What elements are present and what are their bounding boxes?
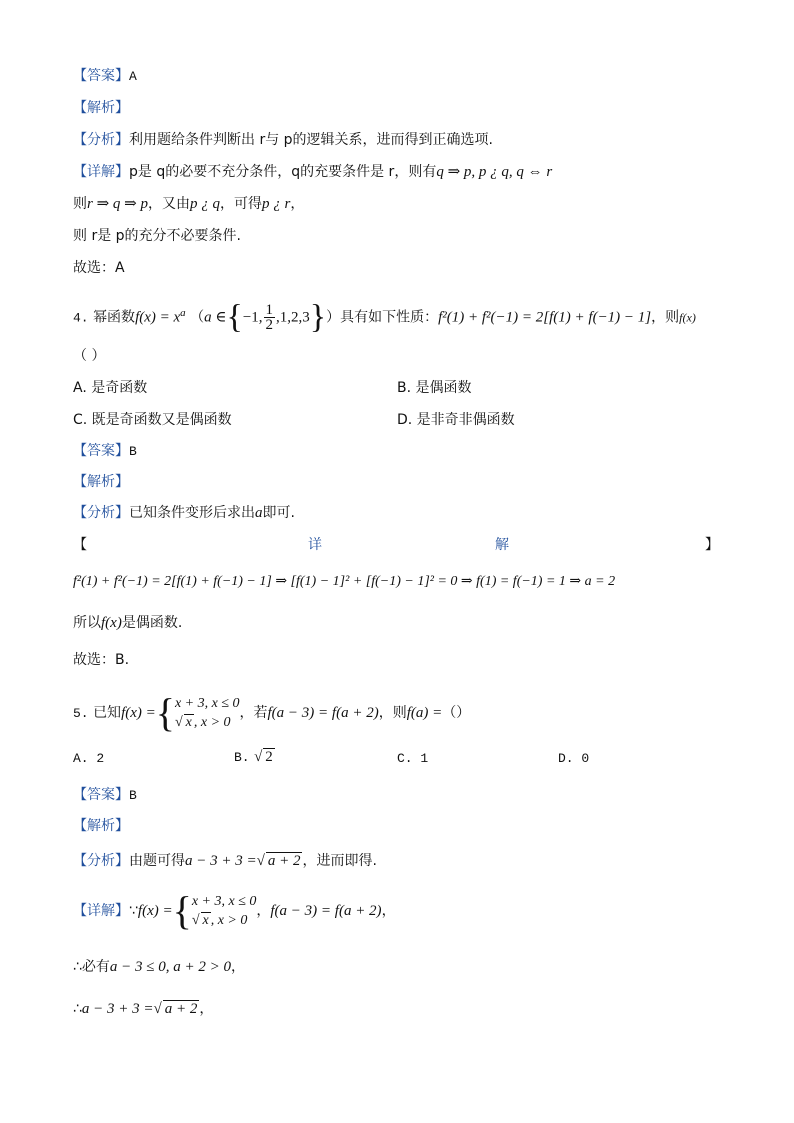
q5-stem-c: ，则 [378, 705, 407, 721]
q5-step1-a: ∴必有 [73, 959, 110, 975]
q4-option-c: C. 既是奇函数又是偶函数 [73, 412, 232, 428]
q4-detail-head-1: 详 [308, 537, 322, 553]
q5-step1-b: a − 3 ≤ 0, a + 2 > 0 [109, 959, 232, 975]
q5-detail-cond: f(a − 3) = f(a + 2) [270, 903, 382, 919]
q5-fenxi-a: 由题可得 [129, 853, 185, 869]
q5-piece-sqrt: x [185, 715, 192, 730]
q4-detail-head-left: 【 [73, 537, 87, 553]
piecewise-brace-icon: { [155, 690, 175, 735]
q3-detail-2a: 则 [73, 196, 87, 212]
detail-tag: 【详解】 [73, 903, 129, 919]
sqrt-icon: √ [153, 1001, 162, 1017]
q5-option-d: D. 0 [558, 751, 590, 766]
q4-detail-eq-line [73, 571, 615, 592]
set-item-half [264, 303, 276, 332]
q4-conclusion-line [73, 613, 182, 633]
q5-stem-b: ，若 [239, 705, 268, 721]
q5-step2-a: ∴ [73, 1001, 82, 1017]
q3-choice: 故选：A [73, 260, 125, 276]
q5-fenxi-line [73, 851, 377, 871]
q3-detail-line-1 [73, 162, 552, 182]
q3-detail-2d: p ¿ q [189, 196, 220, 212]
q3-detail-2c: ，又由 [147, 196, 190, 212]
q5-fenxi-eq-sqrt: a + 2 [267, 853, 301, 869]
q5-detail-end: ， [381, 903, 396, 919]
q5-fenxi-eq-a: a − 3 + 3 = [185, 853, 257, 869]
q5-stem [73, 690, 471, 735]
q5-piece-rest: , x > 0 [193, 715, 231, 730]
q4-fx: f(x) [679, 310, 696, 325]
q4-detail-head-right: 】 [705, 537, 719, 553]
analysis-tag: 【解析】 [73, 474, 129, 490]
fenxi-tag: 【分析】 [73, 853, 129, 869]
answer-tag: 【答案】 [73, 443, 129, 459]
q4-blank: （ ） [73, 348, 106, 364]
q4-fenxi-a: 已知条件变形后求出 [129, 505, 255, 521]
q5-answer-line [73, 785, 137, 806]
analysis-tag: 【解析】 [73, 100, 129, 116]
q4-choice: 故选：B. [73, 652, 130, 668]
q4-option-b: B. 是偶函数 [397, 380, 472, 396]
q4-conclusion-b: f(x) [101, 615, 122, 631]
q4-paren-close: ）具有如下性质： [326, 309, 439, 326]
set-right-brace-icon: } [309, 298, 327, 336]
q5-number: 5. [73, 706, 89, 721]
q4-paren-open: （ [190, 309, 205, 326]
q5-step2-b: a − 3 + 3 = [81, 1001, 154, 1017]
q5-detail-line-1 [73, 888, 396, 933]
q4-detail-head-2: 解 [495, 537, 509, 553]
q4-stem-f: f(x) = x [135, 309, 181, 326]
q5-step-2 [73, 999, 213, 1019]
q4-choice-line [73, 650, 129, 670]
q3-detail-1a: p是 q的必要不充分条件，q的充要条件是 r，则有 [129, 164, 437, 180]
q3-detail-2g: ， [290, 196, 305, 212]
q5-detail-piecewise [192, 892, 257, 930]
q5-analysis-line [73, 816, 129, 836]
q5-answer-value: B [129, 788, 137, 803]
q4-analysis-line [73, 472, 129, 492]
q4-then: ，则 [651, 309, 680, 326]
q3-analysis-line [73, 98, 129, 118]
q4-fenxi-line [73, 503, 295, 523]
q5-detail-sep: ， [256, 903, 271, 919]
q5-step1-c: ， [231, 959, 246, 975]
q5-fenxi-b: ，进而即得. [302, 853, 377, 869]
q4-a-in: a ∈ [204, 309, 227, 326]
q5-option-b-label: B. [234, 750, 250, 765]
q4-fenxi-c: 即可. [262, 505, 295, 521]
q4-answer-line [73, 441, 137, 462]
q5-detail-piece-sqrt: x [202, 913, 209, 928]
q3-answer-value: A [129, 69, 137, 84]
half-numerator: 1 [265, 302, 274, 319]
set-item-neg1: −1, [242, 309, 263, 326]
q4-conclusion-c: 是偶函数. [121, 615, 183, 631]
q3-fenxi-text: 利用题给条件判断出 r与 p的逻辑关系，进而得到正确选项. [129, 132, 493, 148]
q3-detail-2b: r ⇒ q ⇒ p [87, 196, 148, 212]
q5-stem-cond: f(a − 3) = f(a + 2) [267, 705, 379, 721]
because-icon: ∵ [129, 903, 138, 919]
q4-option-a: A. 是奇函数 [73, 380, 148, 396]
q5-option-c: C. 1 [397, 751, 429, 766]
sqrt-icon: √ [256, 853, 265, 869]
answer-tag: 【答案】 [73, 68, 129, 84]
detail-tag: 【详解】 [73, 164, 129, 180]
q4-conclusion-a: 所以 [73, 615, 101, 631]
fenxi-tag: 【分析】 [73, 132, 129, 148]
q4-answer-value: B [129, 444, 137, 459]
q5-option-a: A. 2 [73, 751, 105, 766]
q4-fenxi-b: a [255, 505, 263, 521]
q5-detail-f: f(x) = [137, 903, 173, 919]
sqrt-icon: √ [254, 749, 263, 765]
half-denominator: 2 [265, 317, 274, 334]
q5-stem-f: f(x) = [121, 705, 156, 721]
q4-stem [73, 298, 696, 334]
q5-stem-blank: （） [442, 705, 471, 721]
q5-detail-piece-bottom: √ x , x > 0 [191, 913, 248, 928]
q5-step2-sqrt: a + 2 [164, 1001, 198, 1017]
q5-detail-piece-top: x + 3, x ≤ 0 [191, 894, 257, 909]
q5-piece-top: x + 3, x ≤ 0 [174, 696, 240, 711]
q4-stem-a: 幂函数 [93, 309, 136, 326]
q4-cond: f²(1) + f²(−1) = 2[f(1) + f(−1) − 1] [438, 309, 652, 326]
q5-piece-bottom: √ x , x > 0 [174, 715, 231, 730]
q5-detail-piece-rest: , x > 0 [210, 913, 248, 928]
answer-tag: 【答案】 [73, 787, 129, 803]
q5-stem-fa: f(a) = [406, 705, 443, 721]
q3-choice-line [73, 258, 125, 278]
q5-piecewise [175, 694, 240, 732]
q3-detail-line-3 [73, 226, 241, 246]
q4-number: 4. [73, 310, 89, 326]
q3-detail-2e: ，可得 [219, 196, 262, 212]
q3-detail-3: 则 r是 p的充分不必要条件. [73, 228, 241, 244]
q5-step-1 [73, 957, 245, 977]
q4-detail-eq: f²(1) + f²(−1) = 2[f(1) + f(−1) − 1] ⇒ [f(1) − 1]² + [f(−1) − 1]² = 0 ⇒ f(1) = f(−1) = 1 ⇒ a = 2 [73, 574, 616, 589]
piecewise-brace-icon: { [172, 888, 192, 933]
fenxi-tag: 【分析】 [73, 505, 129, 521]
q4-option-d: D. 是非奇非偶函数 [397, 412, 515, 428]
q3-detail-1b: q ⇒ p, p ¿ q, q ⇔ r [436, 164, 553, 180]
q3-answer-line [73, 66, 137, 87]
q3-detail-line-2 [73, 194, 304, 214]
set-item-rest: ,1,2,3 [276, 309, 310, 326]
q3-fenxi-line [73, 130, 493, 150]
q5-stem-a: 已知 [93, 705, 122, 721]
q5-step2-c: ， [199, 1001, 214, 1017]
set-left-brace-icon: { [226, 298, 243, 336]
q5-option-b [234, 747, 275, 768]
q3-detail-2f: p ¿ r [261, 196, 291, 212]
q5-option-b-sqrt: 2 [265, 749, 273, 765]
q4-stem-exp: a [180, 307, 186, 319]
analysis-tag: 【解析】 [73, 818, 129, 834]
